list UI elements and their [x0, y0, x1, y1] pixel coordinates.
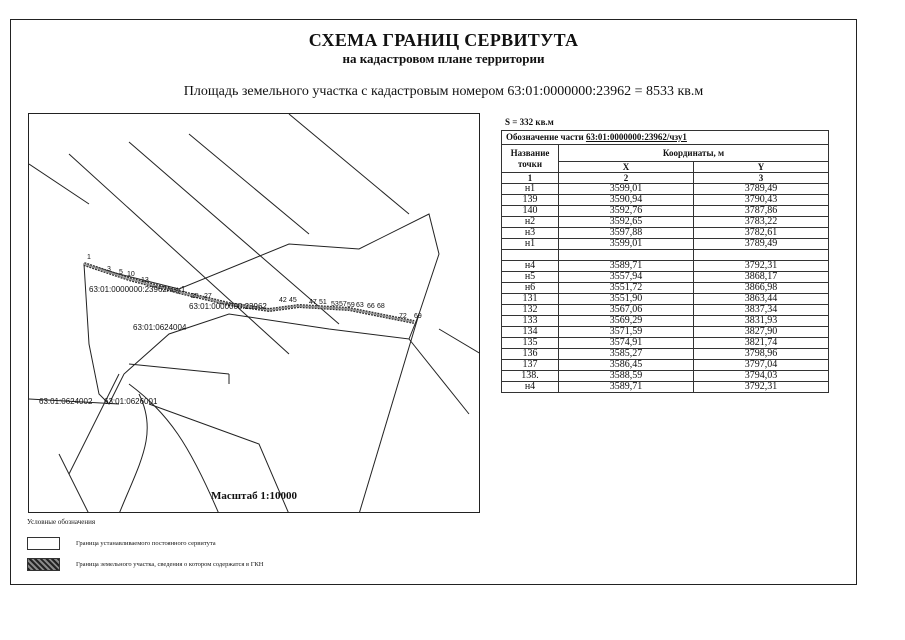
legend-parcel-label: Граница земельного участка, сведения о котором содержатся в ГКН — [76, 561, 264, 568]
table-row — [502, 382, 829, 393]
cell-name: н4 — [502, 261, 559, 272]
cell-name — [502, 250, 559, 261]
road-edge-line — [289, 114, 409, 214]
cell-name: 134 — [502, 327, 559, 338]
point-number: 3 — [107, 266, 111, 273]
cell-x: 3586,45 — [559, 360, 694, 371]
point-number: 47 — [309, 299, 317, 306]
table-row — [502, 294, 829, 305]
table-caption-row — [502, 131, 829, 145]
header-point-name: Название точки — [502, 145, 559, 173]
boundary-line — [29, 164, 89, 204]
cell-y: 3797,04 — [694, 360, 829, 371]
cell-x: 3588,59 — [559, 371, 694, 382]
cell-x: 3590,94 — [559, 195, 694, 206]
cell-name: 131 — [502, 294, 559, 305]
cell-name: н3 — [502, 228, 559, 239]
table-header-row — [502, 173, 829, 184]
map-drawing — [29, 114, 480, 513]
cell-name: н1 — [502, 239, 559, 250]
table-row — [502, 349, 829, 360]
table-row — [502, 371, 829, 382]
cadastral-map — [28, 113, 480, 513]
cell-x: 3574,91 — [559, 338, 694, 349]
point-number: 25 — [191, 293, 199, 300]
cell-name: 138. — [502, 371, 559, 382]
table-row — [502, 239, 829, 250]
cell-name: 132 — [502, 305, 559, 316]
legend-servitude-label: Граница устанавливаемого постоянного сервитута — [76, 540, 216, 547]
boundary-line — [409, 339, 469, 414]
quarter-label: 63:01:0626001 — [104, 397, 158, 406]
point-number: 1 — [87, 254, 91, 261]
cell-y: 3868,17 — [694, 272, 829, 283]
cell-y: 3831,93 — [694, 316, 829, 327]
cell-y: 3782,61 — [694, 228, 829, 239]
cell-x: 3589,71 — [559, 261, 694, 272]
point-number: 13 — [141, 277, 149, 284]
cell-y: 3837,34 — [694, 305, 829, 316]
cell-y: 3792,31 — [694, 261, 829, 272]
cell-x: 3551,72 — [559, 283, 694, 294]
cell-x: 3551,90 — [559, 294, 694, 305]
table-header-row — [502, 145, 829, 162]
table-row — [502, 338, 829, 349]
part-id: 63:01:0000000:23962/чзу1 — [585, 132, 687, 142]
table-row — [502, 206, 829, 217]
cell-name: н1 — [502, 184, 559, 195]
boundary-line — [439, 329, 480, 354]
coordinates-table — [501, 130, 829, 393]
page-subtitle: на кадастровом плане территории — [342, 51, 545, 66]
cell-x: 3592,76 — [559, 206, 694, 217]
cell-x: 3585,27 — [559, 349, 694, 360]
point-number: 68 — [377, 303, 385, 310]
boundary-line — [129, 364, 229, 374]
cell-name: н4 — [502, 382, 559, 393]
cell-x: 3567,06 — [559, 305, 694, 316]
table-row — [502, 272, 829, 283]
cell-y: 3827,90 — [694, 327, 829, 338]
header-y: Y — [694, 162, 829, 173]
legend-parcel-swatch — [27, 558, 60, 571]
header-number: 1 — [502, 173, 559, 184]
cell-x: 3589,71 — [559, 382, 694, 393]
area-line: Площадь земельного участка с кадастровым номером 63:01:0000000:23962 = 8533 кв.м — [183, 84, 704, 99]
header-number: 3 — [694, 173, 829, 184]
table-row — [502, 360, 829, 371]
point-number: 42 — [279, 297, 287, 304]
cell-y: 3783,22 — [694, 217, 829, 228]
header-coordinates: Координаты, м — [559, 145, 829, 162]
cell-x: 3571,59 — [559, 327, 694, 338]
table-row — [502, 327, 829, 338]
cell-y: 3821,74 — [694, 338, 829, 349]
road-edge-line — [189, 134, 309, 234]
table-row — [502, 217, 829, 228]
page-title: СХЕМА ГРАНИЦ СЕРВИТУТА — [308, 30, 579, 50]
cell-name: 135 — [502, 338, 559, 349]
table-row — [502, 184, 829, 195]
cell-name: 136 — [502, 349, 559, 360]
cell-x — [559, 250, 694, 261]
map-scale: Масштаб 1:10000 — [210, 490, 297, 502]
table-row — [502, 228, 829, 239]
cell-y: 3798,96 — [694, 349, 829, 360]
cell-name: 140 — [502, 206, 559, 217]
point-number: 63 — [356, 302, 364, 309]
cell-name: 137 — [502, 360, 559, 371]
cell-x: 3569,29 — [559, 316, 694, 327]
table-row — [502, 195, 829, 206]
point-number: 69 — [414, 313, 422, 320]
quarter-label: 63:01:0624002 — [39, 397, 93, 406]
header-number: 2 — [559, 173, 694, 184]
table-row — [502, 316, 829, 327]
point-number: 72 — [399, 313, 407, 320]
cell-name: 139 — [502, 195, 559, 206]
cell-y: 3789,49 — [694, 239, 829, 250]
cell-name: н2 — [502, 217, 559, 228]
part-prefix: Обозначение части — [506, 132, 586, 142]
cell-x: 3599,01 — [559, 184, 694, 195]
cell-x: 3592,65 — [559, 217, 694, 228]
cell-y: 3790,43 — [694, 195, 829, 206]
cell-name: 133 — [502, 316, 559, 327]
table-row — [502, 305, 829, 316]
header-x: X — [559, 162, 694, 173]
area-s-label: S = 332 кв.м — [505, 117, 554, 127]
table-row — [502, 283, 829, 294]
cell-y: 3789,49 — [694, 184, 829, 195]
parcel-label: 63:01:0000000:23962/чзу1 — [89, 285, 186, 294]
point-number: 51 — [319, 299, 327, 306]
legend-title: Условные обозначения — [27, 518, 96, 526]
cell-y — [694, 250, 829, 261]
point-number: 53 — [331, 301, 339, 308]
legend-servitude-swatch — [27, 537, 60, 550]
cell-x: 3557,94 — [559, 272, 694, 283]
boundary-line — [69, 374, 119, 474]
point-number: 5 — [119, 269, 123, 276]
point-number: 45 — [289, 297, 297, 304]
table-row — [502, 250, 829, 261]
point-number: 66 — [367, 303, 375, 310]
quarter-label: 63:01:0624004 — [133, 323, 187, 332]
table-row — [502, 261, 829, 272]
point-number: 27 — [204, 293, 212, 300]
cell-y: 3866,98 — [694, 283, 829, 294]
point-number: 57 — [339, 301, 347, 308]
point-number: 10 — [127, 271, 135, 278]
table-caption — [502, 131, 829, 145]
cell-x: 3599,01 — [559, 239, 694, 250]
point-number: 59 — [347, 302, 355, 309]
cell-name: н6 — [502, 283, 559, 294]
cell-y: 3792,31 — [694, 382, 829, 393]
cell-x: 3597,88 — [559, 228, 694, 239]
cell-y: 3794,03 — [694, 371, 829, 382]
boundary-line — [59, 454, 89, 513]
cell-name: н5 — [502, 272, 559, 283]
boundary-line — [359, 314, 419, 513]
cell-y: 3863,44 — [694, 294, 829, 305]
parcel-label: 63:01:0000000:23962 — [189, 302, 267, 311]
cell-y: 3787,86 — [694, 206, 829, 217]
